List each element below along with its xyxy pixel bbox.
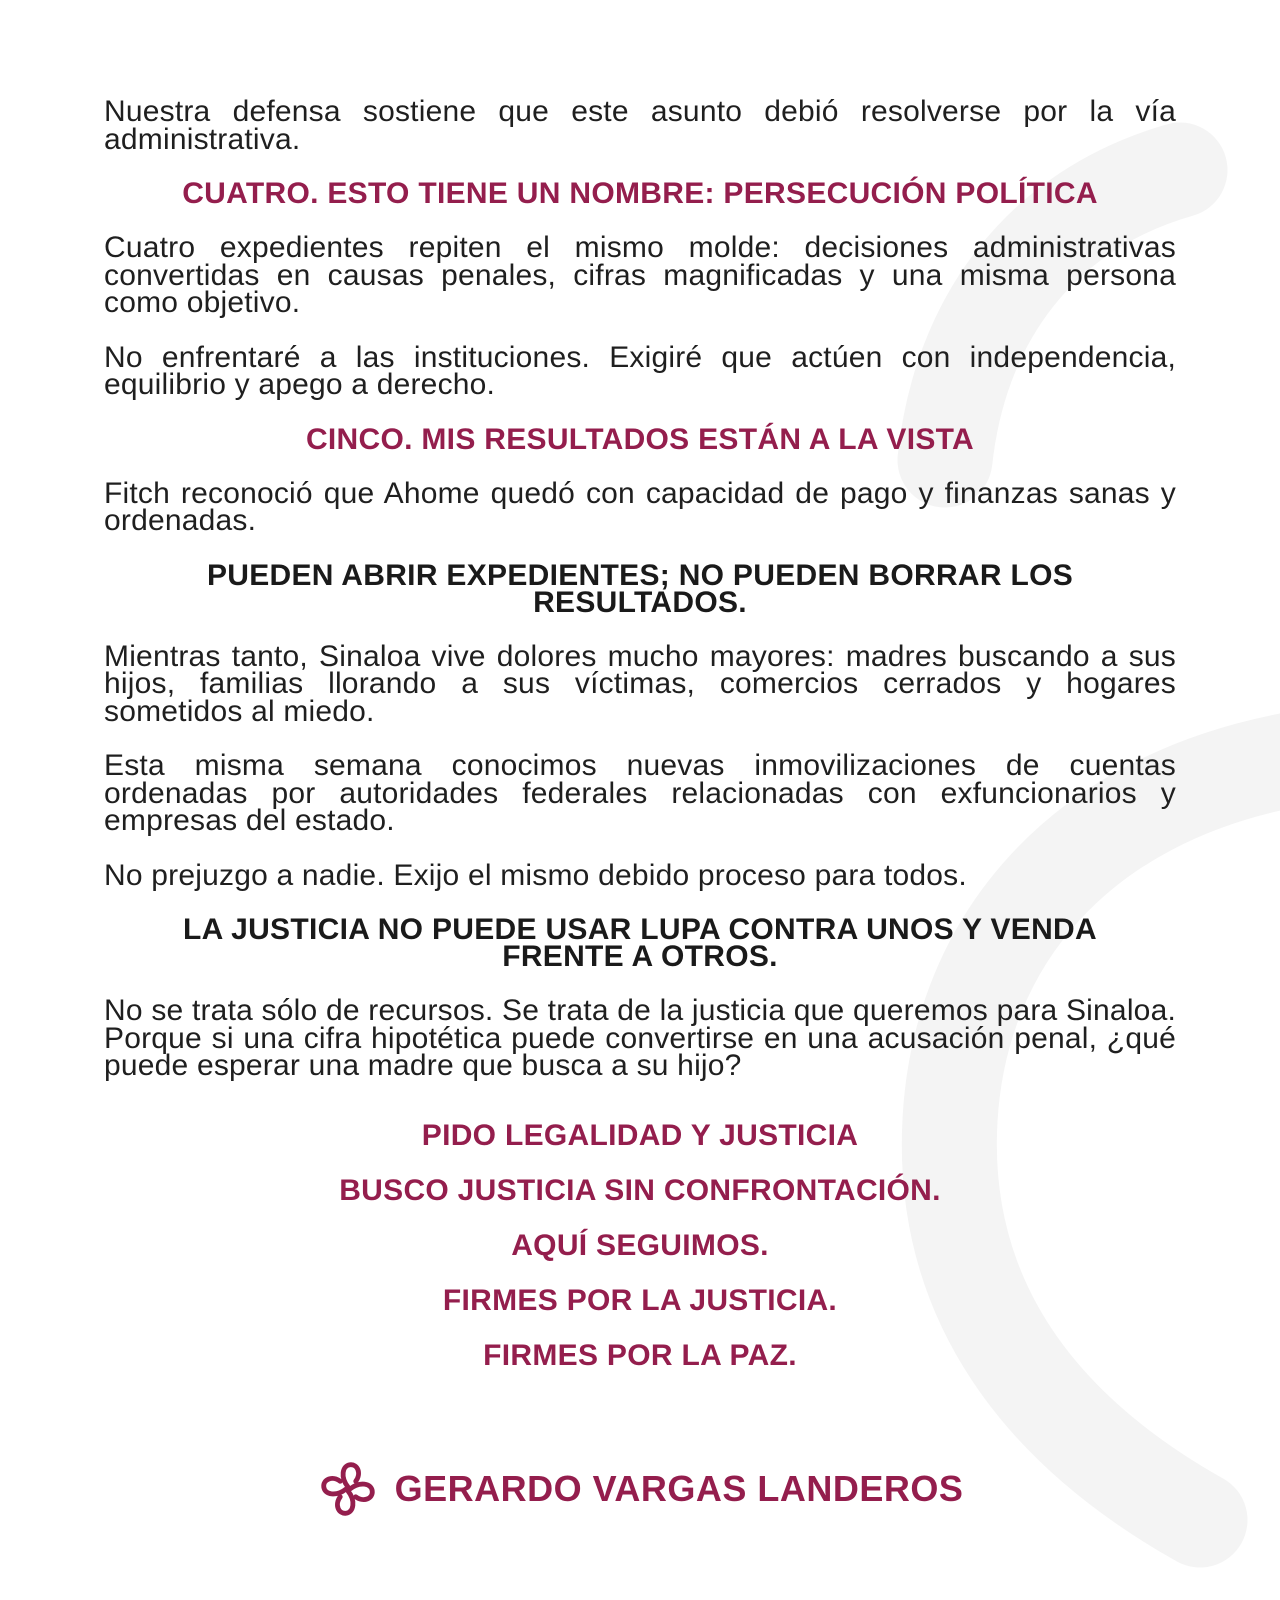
closing-slogans — [104, 1108, 1176, 1383]
closing-line: BUSCO JUSTICIA SIN CONFRONTACIÓN. — [339, 1173, 941, 1207]
paragraph-fitch: Fitch reconoció que Ahome quedó con capacidad de pago y finanzas sanas y ordenadas. — [104, 476, 1176, 537]
paragraph-resources: No se trata sólo de recursos. Se trata de la justicia que queremos para Sinaloa. Porque si una cifra hipotética puede convertirse en una acusación penal, ¿qué puede esperar una madre que busca a su hijo? — [104, 994, 1176, 1082]
closing-line: FIRMES POR LA JUSTICIA. — [442, 1283, 838, 1317]
interlocking-loops-logo-icon — [317, 1458, 379, 1520]
heading-justice: LA JUSTICIA NO PUEDE USAR LUPA CONTRA UNOS Y VENDA FRENTE A OTROS. — [183, 913, 1097, 973]
letter-body — [104, 95, 1176, 1383]
signature-name: GERARDO VARGAS LANDEROS — [394, 1468, 964, 1509]
closing-line: FIRMES POR LA PAZ. — [483, 1338, 797, 1372]
paragraph-due-process: No prejuzgo a nadie. Exijo el mismo debido proceso para todos. — [104, 858, 967, 892]
heading-section-four: CUATRO. ESTO TIENE UN NOMBRE: PERSECUCIÓN POLÍTICA — [182, 177, 1098, 210]
paragraph-institutions: No enfrentaré a las instituciones. Exigiré que actúen con independencia, equilibrio y apego a derecho. — [104, 340, 1176, 401]
paragraph-accounts: Esta misma semana conocimos nuevas inmovilizaciones de cuentas ordenadas por autoridades federales relacionadas con exfuncionarios y empresas del estado. — [104, 749, 1176, 837]
closing-line: AQUÍ SEGUIMOS. — [511, 1228, 769, 1262]
heading-results: PUEDEN ABRIR EXPEDIENTES; NO PUEDEN BORRAR LOS RESULTADOS. — [206, 558, 1074, 619]
paragraph-cases: Cuatro expedientes repiten el mismo molde: decisiones administrativas convertidas en causas penales, cifras magnificadas y una misma persona como objetivo. — [104, 231, 1176, 319]
paragraph-sinaloa: Mientras tanto, Sinaloa vive dolores mucho mayores: madres buscando a sus hijos, familias llorando a sus víctimas, comercios cerrados y hogares sometidos al miedo. — [104, 639, 1176, 728]
closing-line: PIDO LEGALIDAD Y JUSTICIA — [421, 1118, 859, 1152]
heading-section-five: CINCO. MIS RESULTADOS ESTÁN A LA VISTA — [305, 422, 975, 456]
paragraph-defense: Nuestra defensa sostiene que este asunto debió resolverse por la vía administrativa. — [104, 95, 1176, 156]
signature — [0, 1458, 1280, 1520]
